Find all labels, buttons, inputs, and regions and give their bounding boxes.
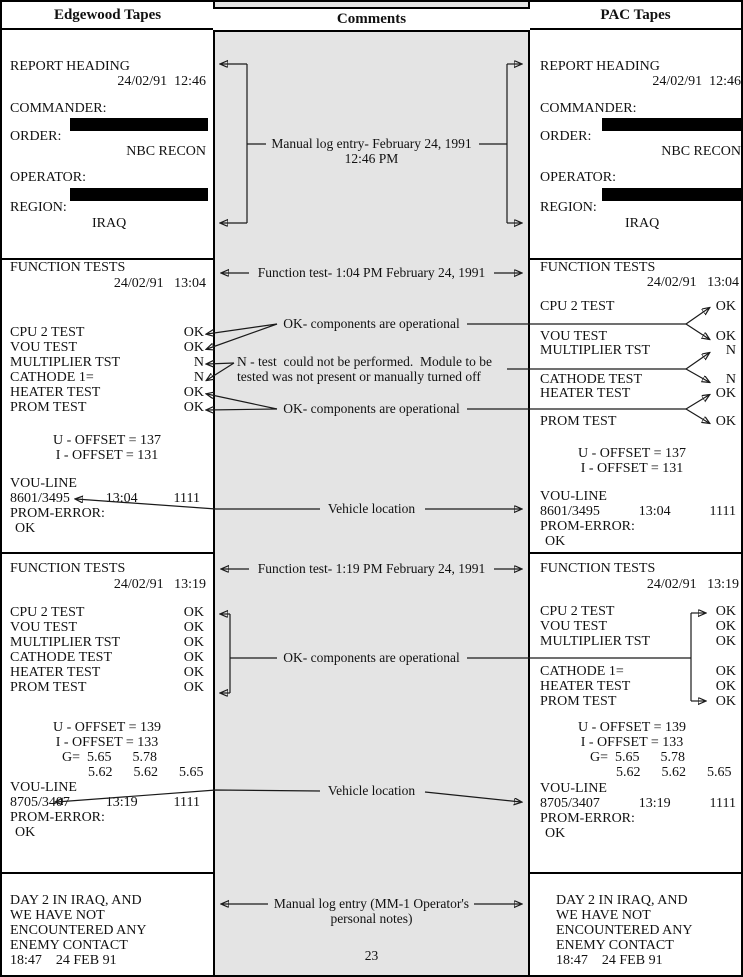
test-label: VOU TEST — [540, 619, 608, 634]
test-value: OK — [183, 340, 204, 355]
vou-time: 13:19 — [105, 795, 138, 810]
edgewood-function-tests-datetime-2: 24/02/91 13:19 — [113, 577, 206, 592]
comment-manual-log-entry-1-time: 12:46 PM — [344, 151, 399, 166]
test-label: CPU 2 TEST — [10, 325, 85, 340]
test-value: OK — [183, 650, 204, 665]
test-label: MULTIPLIER TST — [540, 634, 651, 649]
pac-function-tests-datetime-1: 24/02/91 13:04 — [646, 275, 739, 290]
comment-vehicle-location-1: Vehicle location — [327, 501, 416, 516]
redaction-bar — [602, 188, 741, 201]
edgewood-prom-error-label-2: PROM-ERROR: — [10, 810, 105, 825]
test-row — [540, 605, 736, 619]
test-label: VOU TEST — [10, 340, 78, 355]
edgewood-note-line: ENEMY CONTACT — [10, 938, 128, 953]
vou-data-row — [540, 505, 736, 519]
test-value: OK — [183, 665, 204, 680]
test-row — [10, 326, 204, 340]
edgewood-region-value: IRAQ — [92, 216, 127, 231]
edgewood-note-timestamp: 18:47 24 FEB 91 — [10, 953, 117, 968]
test-label: VOU TEST — [540, 329, 608, 344]
comment-ok-operational-1: OK- components are operational — [283, 316, 460, 331]
test-label: PROM TEST — [540, 414, 617, 429]
test-value: OK — [183, 620, 204, 635]
test-label: CPU 2 TEST — [10, 605, 85, 620]
test-value: OK — [183, 605, 204, 620]
test-value: OK — [715, 664, 736, 679]
edgewood-note-line: DAY 2 IN IRAQ, AND — [10, 893, 142, 908]
edgewood-vou-line-label-2: VOU-LINE — [10, 780, 77, 795]
test-label: PROM TEST — [540, 694, 617, 709]
test-row — [10, 621, 204, 635]
test-row — [540, 620, 736, 634]
edgewood-divider-2 — [2, 552, 213, 554]
pac-i-offset-2: I - OFFSET = 133 — [580, 735, 684, 750]
pac-region-value: IRAQ — [625, 216, 660, 231]
test-label: MULTIPLIER TST — [10, 355, 121, 370]
test-row — [10, 341, 204, 355]
pac-g-values-2: 5.62 5.62 5.65 — [616, 765, 732, 780]
edgewood-u-offset-2: U - OFFSET = 139 — [53, 720, 161, 735]
pac-note-line: ENCOUNTERED ANY — [556, 923, 693, 938]
edgewood-function-tests-title-2: FUNCTION TESTS — [10, 561, 126, 576]
pac-order-label: ORDER: — [540, 129, 592, 144]
test-value: OK — [715, 619, 736, 634]
test-label: MULTIPLIER TST — [540, 343, 651, 358]
pac-commander-label: COMMANDER: — [540, 101, 637, 116]
pac-report-heading: REPORT HEADING — [540, 59, 660, 74]
test-label: CATHODE 1= — [540, 664, 624, 679]
pac-prom-error-label-1: PROM-ERROR: — [540, 519, 635, 534]
redaction-bar — [602, 118, 741, 131]
column-header-pac — [530, 2, 741, 30]
comment-ok-operational-3: OK- components are operational — [283, 650, 460, 665]
pac-function-tests-title-2: FUNCTION TESTS — [540, 561, 656, 576]
edgewood-i-offset-2: I - OFFSET = 133 — [55, 735, 159, 750]
comment-manual-log-entry-1: Manual log entry- February 24, 1991 — [271, 136, 472, 151]
test-value: N — [193, 370, 204, 385]
edgewood-g-values-1: G= 5.65 5.78 — [62, 750, 158, 765]
edgewood-g-values-2: 5.62 5.62 5.65 — [88, 765, 204, 780]
edgewood-order-label: ORDER: — [10, 129, 62, 144]
test-label: CATHODE TEST — [10, 650, 113, 665]
test-row — [540, 373, 736, 387]
test-row — [540, 415, 736, 429]
test-value: OK — [715, 634, 736, 649]
edgewood-prom-error-label-1: PROM-ERROR: — [10, 506, 105, 521]
test-value: OK — [715, 414, 736, 429]
test-label: CATHODE 1= — [10, 370, 94, 385]
vou-code: 1111 — [173, 491, 200, 506]
edgewood-prom-error-value-2: OK — [15, 825, 36, 840]
edgewood-order-value: NBC RECON — [126, 144, 206, 159]
test-value: OK — [183, 400, 204, 415]
pac-report-datetime: 24/02/91 12:46 — [652, 74, 741, 89]
comment-manual-log-entry-2-line2: personal notes) — [330, 911, 413, 926]
pac-note-line: ENEMY CONTACT — [556, 938, 674, 953]
edgewood-divider-3 — [2, 872, 213, 874]
test-value: OK — [715, 329, 736, 344]
test-value: OK — [183, 635, 204, 650]
test-value: OK — [715, 386, 736, 401]
column-header-edgewood — [2, 2, 213, 30]
vou-id: 8601/3495 — [10, 491, 70, 506]
test-value: OK — [715, 694, 736, 709]
edgewood-vou-line-label-1: VOU-LINE — [10, 476, 77, 491]
test-value: OK — [715, 604, 736, 619]
pac-divider-3 — [530, 872, 741, 874]
test-row — [10, 371, 204, 385]
test-row — [540, 665, 736, 679]
pac-prom-error-label-2: PROM-ERROR: — [540, 811, 635, 826]
test-value: OK — [183, 325, 204, 340]
redaction-bar — [70, 118, 208, 131]
test-row — [10, 386, 204, 400]
pac-prom-error-value-2: OK — [545, 826, 566, 841]
edgewood-i-offset-1: I - OFFSET = 131 — [55, 448, 159, 463]
test-label: VOU TEST — [10, 620, 78, 635]
comment-manual-log-entry-2-line1: Manual log entry (MM-1 Operator's — [273, 896, 470, 911]
pac-header-label: PAC Tapes — [600, 6, 671, 23]
vou-id: 8705/3407 — [540, 796, 600, 811]
comment-function-test-1: Function test- 1:04 PM February 24, 1991 — [257, 265, 486, 280]
pac-function-tests-datetime-2: 24/02/91 13:19 — [646, 577, 739, 592]
test-label: CPU 2 TEST — [540, 299, 615, 314]
vou-id: 8601/3495 — [540, 504, 600, 519]
vou-id: 8705/3407 — [10, 795, 70, 810]
pac-prom-error-value-1: OK — [545, 534, 566, 549]
test-value: OK — [715, 299, 736, 314]
test-row — [10, 356, 204, 370]
vou-data-row — [540, 797, 736, 811]
vou-data-row — [10, 796, 200, 810]
pac-note-timestamp: 18:47 24 FEB 91 — [556, 953, 663, 968]
test-row — [10, 401, 204, 415]
edgewood-function-tests-datetime-1: 24/02/91 13:04 — [113, 276, 206, 291]
pac-function-tests-title-1: FUNCTION TESTS — [540, 260, 656, 275]
column-header-comments — [213, 7, 530, 32]
edgewood-commander-label: COMMANDER: — [10, 101, 107, 116]
pac-vou-line-label-2: VOU-LINE — [540, 781, 607, 796]
test-value: OK — [183, 385, 204, 400]
comment-function-test-2: Function test- 1:19 PM February 24, 1991 — [257, 561, 486, 576]
edgewood-note-line: ENCOUNTERED ANY — [10, 923, 147, 938]
pac-region-label: REGION: — [540, 200, 597, 215]
test-label: CPU 2 TEST — [540, 604, 615, 619]
test-label: CATHODE TEST — [540, 372, 643, 387]
edgewood-note-line: WE HAVE NOT — [10, 908, 105, 923]
comment-ok-operational-2: OK- components are operational — [283, 401, 460, 416]
edgewood-operator-label: OPERATOR: — [10, 170, 86, 185]
test-label: MULTIPLIER TST — [10, 635, 121, 650]
test-row — [10, 606, 204, 620]
vou-code: 1111 — [709, 504, 736, 519]
test-row — [540, 635, 736, 649]
test-row — [540, 680, 736, 694]
edgewood-function-tests-title-1: FUNCTION TESTS — [10, 260, 126, 275]
pac-note-line: WE HAVE NOT — [556, 908, 651, 923]
vou-code: 1111 — [709, 796, 736, 811]
pac-u-offset-1: U - OFFSET = 137 — [578, 446, 686, 461]
pac-u-offset-2: U - OFFSET = 139 — [578, 720, 686, 735]
comment-n-explanation-line1: N - test could not be performed. Module to be — [237, 354, 492, 369]
pac-order-value: NBC RECON — [661, 144, 741, 159]
test-label: HEATER TEST — [10, 385, 101, 400]
pac-vou-line-label-1: VOU-LINE — [540, 489, 607, 504]
test-value: OK — [715, 679, 736, 694]
vou-time: 13:19 — [638, 796, 671, 811]
vou-time: 13:04 — [105, 491, 138, 506]
pac-i-offset-1: I - OFFSET = 131 — [580, 461, 684, 476]
vou-code: 1111 — [173, 795, 200, 810]
test-value: N — [193, 355, 204, 370]
test-row — [540, 695, 736, 709]
test-label: HEATER TEST — [540, 386, 631, 401]
comments-header-label: Comments — [336, 11, 407, 27]
edgewood-region-label: REGION: — [10, 200, 67, 215]
test-row — [10, 651, 204, 665]
pac-operator-label: OPERATOR: — [540, 170, 616, 185]
vou-data-row — [10, 492, 200, 506]
pac-note-line: DAY 2 IN IRAQ, AND — [556, 893, 688, 908]
test-value: OK — [183, 680, 204, 695]
vou-time: 13:04 — [638, 504, 671, 519]
comment-n-explanation-line2: tested was not present or manually turned off — [237, 369, 481, 384]
test-row — [10, 666, 204, 680]
pac-g-values-1: G= 5.65 5.78 — [590, 750, 686, 765]
edgewood-report-datetime: 24/02/91 12:46 — [117, 74, 206, 89]
test-label: PROM TEST — [10, 400, 87, 415]
test-row — [10, 681, 204, 695]
test-row — [540, 344, 736, 358]
test-row — [10, 636, 204, 650]
pac-divider-2 — [530, 552, 741, 554]
test-label: PROM TEST — [10, 680, 87, 695]
edgewood-prom-error-value-1: OK — [15, 521, 36, 536]
edgewood-u-offset-1: U - OFFSET = 137 — [53, 433, 161, 448]
test-value: N — [725, 372, 736, 387]
test-row — [540, 300, 736, 314]
test-label: HEATER TEST — [10, 665, 101, 680]
comment-vehicle-location-2: Vehicle location — [327, 783, 416, 798]
edgewood-header-label: Edgewood Tapes — [53, 6, 162, 23]
page-number: 23 — [364, 948, 379, 963]
test-row — [540, 330, 736, 344]
redaction-bar — [70, 188, 208, 201]
test-row — [540, 387, 736, 401]
edgewood-report-heading: REPORT HEADING — [10, 59, 130, 74]
test-label: HEATER TEST — [540, 679, 631, 694]
test-value: N — [725, 343, 736, 358]
